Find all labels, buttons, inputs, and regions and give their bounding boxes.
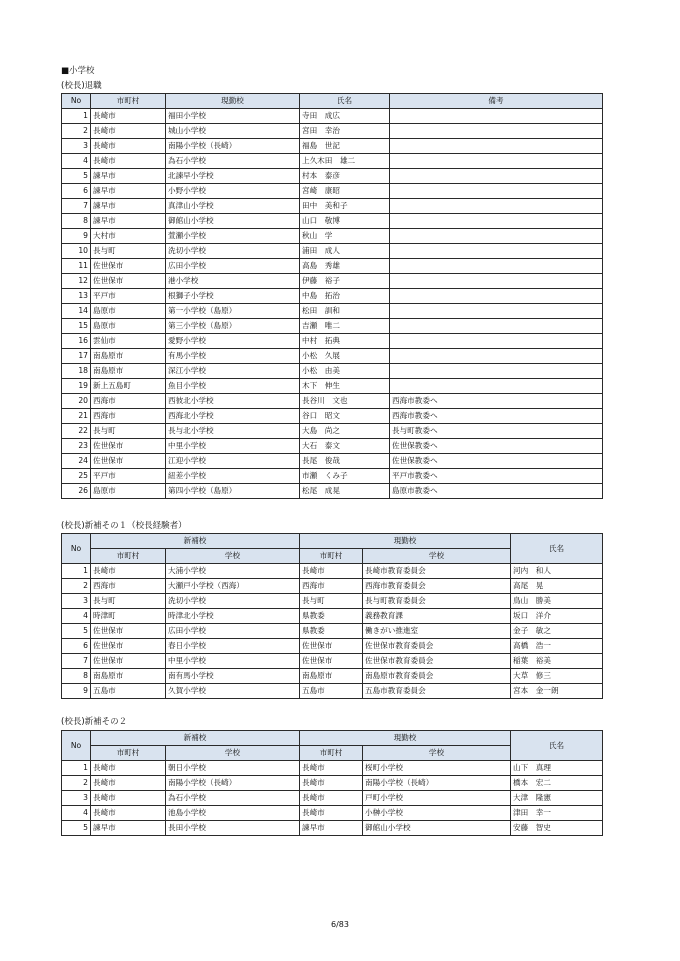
table-row — [62, 334, 603, 349]
cell-no: 22 — [62, 424, 91, 439]
table-row — [62, 124, 603, 139]
cell-current-city: 佐世保市 — [300, 639, 363, 654]
cell-city: 長崎市 — [91, 139, 166, 154]
cell-city: 長与町 — [91, 424, 166, 439]
cell-current-school: 城山小学校 — [166, 124, 300, 139]
cell-name: 鳥山 勝美 — [511, 594, 603, 609]
table-row — [62, 214, 603, 229]
table-row — [62, 684, 603, 699]
header-new-school: 新補校 — [91, 534, 300, 549]
cell-name: 金子 敏之 — [511, 624, 603, 639]
table-row — [62, 579, 603, 594]
cell-name: 坂口 洋介 — [511, 609, 603, 624]
cell-name: 木下 伸生 — [300, 379, 390, 394]
cell-current-school: 西海北小学校 — [166, 409, 300, 424]
table-row — [62, 199, 603, 214]
cell-current-city: 佐世保市 — [300, 654, 363, 669]
cell-remarks — [390, 124, 603, 139]
cell-current-school: 南陽小学校（長崎） — [363, 776, 511, 791]
cell-new-school: 久賀小学校 — [166, 684, 300, 699]
header-current-school: 現勤校 — [300, 534, 511, 549]
cell-remarks — [390, 274, 603, 289]
cell-remarks: 島原市教委へ — [390, 484, 603, 499]
cell-city: 平戸市 — [91, 469, 166, 484]
new2-header-row-1 — [62, 731, 603, 746]
cell-no: 16 — [62, 334, 91, 349]
header-current-city: 市町村 — [300, 549, 363, 564]
cell-new-school: 大瀬戸小学校（西海） — [166, 579, 300, 594]
table-row — [62, 304, 603, 319]
cell-city: 長与町 — [91, 244, 166, 259]
cell-new-city: 諫早市 — [91, 821, 166, 836]
cell-name: 市瀬 くみ子 — [300, 469, 390, 484]
cell-name: 大石 泰文 — [300, 439, 390, 454]
table-row — [62, 776, 603, 791]
cell-remarks — [390, 349, 603, 364]
cell-city: 島原市 — [91, 304, 166, 319]
cell-name: 安藤 智史 — [511, 821, 603, 836]
cell-new-school: 広田小学校 — [166, 624, 300, 639]
cell-new-school: 朝日小学校 — [166, 761, 300, 776]
cell-current-city: 長崎市 — [300, 776, 363, 791]
cell-no: 3 — [62, 594, 91, 609]
cell-city: 諫早市 — [91, 169, 166, 184]
cell-remarks: 佐世保教委へ — [390, 439, 603, 454]
cell-no: 15 — [62, 319, 91, 334]
cell-current-school: 江迎小学校 — [166, 454, 300, 469]
cell-current-city: 県教委 — [300, 609, 363, 624]
cell-name: 上久木田 雄二 — [300, 154, 390, 169]
cell-no: 2 — [62, 124, 91, 139]
cell-name: 浦田 成人 — [300, 244, 390, 259]
cell-remarks: 西海市教委へ — [390, 409, 603, 424]
table-row — [62, 229, 603, 244]
cell-remarks — [390, 259, 603, 274]
header-name: 氏名 — [511, 731, 603, 761]
cell-no: 2 — [62, 776, 91, 791]
cell-remarks — [390, 334, 603, 349]
retire-table-title: (校長)退職 — [61, 81, 102, 91]
cell-no: 17 — [62, 349, 91, 364]
header-current-school: 現勤校 — [300, 731, 511, 746]
cell-name: 高尾 晃 — [511, 579, 603, 594]
cell-no: 1 — [62, 564, 91, 579]
table-row — [62, 169, 603, 184]
cell-remarks — [390, 109, 603, 124]
cell-no: 10 — [62, 244, 91, 259]
cell-current-school: 御館山小学校 — [363, 821, 511, 836]
cell-no: 8 — [62, 214, 91, 229]
cell-current-school: 第四小学校（島原） — [166, 484, 300, 499]
cell-current-school: 深江小学校 — [166, 364, 300, 379]
header-current-city: 市町村 — [300, 746, 363, 761]
cell-name: 橋本 宏二 — [511, 776, 603, 791]
page-number: 6/83 — [331, 920, 349, 929]
cell-name: 宮田 幸治 — [300, 124, 390, 139]
cell-city: 諫早市 — [91, 184, 166, 199]
cell-new-city: 南島原市 — [91, 669, 166, 684]
cell-current-school: 長崎市教育委員会 — [363, 564, 511, 579]
cell-current-city: 長崎市 — [300, 806, 363, 821]
cell-current-city: 県教委 — [300, 624, 363, 639]
cell-city: 西海市 — [91, 409, 166, 424]
cell-current-city: 諫早市 — [300, 821, 363, 836]
cell-current-city: 長与町 — [300, 594, 363, 609]
cell-remarks — [390, 184, 603, 199]
cell-current-school: 小野小学校 — [166, 184, 300, 199]
cell-remarks — [390, 244, 603, 259]
cell-current-school: 愛野小学校 — [166, 334, 300, 349]
cell-no: 24 — [62, 454, 91, 469]
cell-current-school: 第一小学校（島原） — [166, 304, 300, 319]
cell-name: 村本 泰彦 — [300, 169, 390, 184]
header-no: No — [62, 731, 91, 761]
new1-table-title: (校長)新補その１（校長経験者） — [61, 521, 187, 531]
cell-name: 長尾 俊哉 — [300, 454, 390, 469]
table-row — [62, 609, 603, 624]
cell-city: 南島原市 — [91, 349, 166, 364]
table-row — [62, 244, 603, 259]
cell-remarks — [390, 154, 603, 169]
header-new-school-name: 学校 — [166, 549, 300, 564]
header-new-city: 市町村 — [91, 549, 166, 564]
cell-current-school: 桜町小学校 — [363, 761, 511, 776]
cell-current-school: 佐世保市教育委員会 — [363, 639, 511, 654]
cell-city: 諫早市 — [91, 214, 166, 229]
cell-no: 26 — [62, 484, 91, 499]
cell-current-school: 魚目小学校 — [166, 379, 300, 394]
cell-city: 佐世保市 — [91, 259, 166, 274]
table-row — [62, 379, 603, 394]
cell-name: 高島 秀雄 — [300, 259, 390, 274]
cell-city: 佐世保市 — [91, 274, 166, 289]
cell-name: 松田 訓和 — [300, 304, 390, 319]
cell-new-school: 南有馬小学校 — [166, 669, 300, 684]
header-city: 市町村 — [91, 94, 166, 109]
header-no: No — [62, 534, 91, 564]
cell-current-school: 南島原市教育委員会 — [363, 669, 511, 684]
table-row — [62, 791, 603, 806]
cell-new-city: 長崎市 — [91, 564, 166, 579]
cell-no: 7 — [62, 199, 91, 214]
cell-new-city: 長崎市 — [91, 761, 166, 776]
cell-name: 大島 尚之 — [300, 424, 390, 439]
header-new-city: 市町村 — [91, 746, 166, 761]
cell-current-school: 長与北小学校 — [166, 424, 300, 439]
cell-city: 大村市 — [91, 229, 166, 244]
cell-current-school: 小榊小学校 — [363, 806, 511, 821]
cell-remarks — [390, 229, 603, 244]
new2-table — [61, 730, 603, 836]
cell-current-city: 五島市 — [300, 684, 363, 699]
cell-current-school: 福田小学校 — [166, 109, 300, 124]
cell-new-school: 時津北小学校 — [166, 609, 300, 624]
table-row — [62, 394, 603, 409]
cell-remarks — [390, 214, 603, 229]
cell-no: 21 — [62, 409, 91, 424]
cell-new-city: 五島市 — [91, 684, 166, 699]
cell-no: 19 — [62, 379, 91, 394]
cell-name: 福島 世記 — [300, 139, 390, 154]
new1-header-row-1 — [62, 534, 603, 549]
cell-city: 長崎市 — [91, 124, 166, 139]
cell-current-school: 西海市教育委員会 — [363, 579, 511, 594]
cell-no: 13 — [62, 289, 91, 304]
cell-current-school: 南陽小学校（長崎） — [166, 139, 300, 154]
cell-remarks — [390, 289, 603, 304]
table-row — [62, 289, 603, 304]
header-current-school-name: 学校 — [363, 746, 511, 761]
cell-current-school: 港小学校 — [166, 274, 300, 289]
table-row — [62, 484, 603, 499]
table-row — [62, 109, 603, 124]
table-row — [62, 821, 603, 836]
header-name: 氏名 — [300, 94, 390, 109]
cell-no: 12 — [62, 274, 91, 289]
cell-remarks: 佐世保教委へ — [390, 454, 603, 469]
cell-name: 秋山 学 — [300, 229, 390, 244]
cell-name: 寺田 成広 — [300, 109, 390, 124]
header-new-school-name: 学校 — [166, 746, 300, 761]
cell-new-school: 洗切小学校 — [166, 594, 300, 609]
cell-current-school: 根獅子小学校 — [166, 289, 300, 304]
table-row — [62, 409, 603, 424]
table-row — [62, 806, 603, 821]
cell-current-school: 広田小学校 — [166, 259, 300, 274]
cell-name: 宮本 金一朗 — [511, 684, 603, 699]
cell-current-city: 長崎市 — [300, 791, 363, 806]
cell-remarks — [390, 169, 603, 184]
cell-city: 佐世保市 — [91, 454, 166, 469]
cell-remarks: 長与町教委へ — [390, 424, 603, 439]
new2-table-title: (校長)新補その２ — [61, 717, 128, 727]
cell-remarks — [390, 319, 603, 334]
header-no: No — [62, 94, 91, 109]
cell-name: 中村 拓典 — [300, 334, 390, 349]
new1-table — [61, 533, 603, 699]
cell-name: 山口 敬博 — [300, 214, 390, 229]
cell-new-city: 長崎市 — [91, 791, 166, 806]
table-row — [62, 184, 603, 199]
cell-no: 14 — [62, 304, 91, 319]
cell-city: 長崎市 — [91, 154, 166, 169]
cell-name: 高橋 浩一 — [511, 639, 603, 654]
cell-name: 河内 和人 — [511, 564, 603, 579]
table-row — [62, 364, 603, 379]
section-title: ■小学校 — [61, 66, 95, 76]
cell-new-school: 大浦小学校 — [166, 564, 300, 579]
cell-new-city: 西海市 — [91, 579, 166, 594]
cell-remarks — [390, 139, 603, 154]
cell-name: 津田 幸一 — [511, 806, 603, 821]
cell-current-school: 洗切小学校 — [166, 244, 300, 259]
cell-current-school: 五島市教育委員会 — [363, 684, 511, 699]
cell-no: 11 — [62, 259, 91, 274]
cell-name: 伊藤 裕子 — [300, 274, 390, 289]
cell-city: 新上五島町 — [91, 379, 166, 394]
cell-remarks — [390, 379, 603, 394]
header-new-school: 新補校 — [91, 731, 300, 746]
cell-current-school: 有馬小学校 — [166, 349, 300, 364]
table-row — [62, 654, 603, 669]
cell-name: 谷口 昭文 — [300, 409, 390, 424]
cell-city: 島原市 — [91, 484, 166, 499]
cell-city: 雲仙市 — [91, 334, 166, 349]
cell-no: 4 — [62, 806, 91, 821]
cell-current-school: 西彼北小学校 — [166, 394, 300, 409]
cell-new-school: 春日小学校 — [166, 639, 300, 654]
table-row — [62, 274, 603, 289]
table-row — [62, 469, 603, 484]
table-row — [62, 639, 603, 654]
cell-new-school: 池島小学校 — [166, 806, 300, 821]
cell-no: 5 — [62, 624, 91, 639]
cell-new-school: 為石小学校 — [166, 791, 300, 806]
cell-name: 宮崎 康昭 — [300, 184, 390, 199]
cell-name: 小松 由美 — [300, 364, 390, 379]
cell-current-school: 義務教育課 — [363, 609, 511, 624]
table-row — [62, 424, 603, 439]
cell-no: 18 — [62, 364, 91, 379]
table-row — [62, 669, 603, 684]
cell-current-city: 長崎市 — [300, 761, 363, 776]
cell-name: 大草 修三 — [511, 669, 603, 684]
cell-new-city: 長崎市 — [91, 806, 166, 821]
cell-current-city: 南島原市 — [300, 669, 363, 684]
cell-no: 4 — [62, 609, 91, 624]
cell-new-city: 長与町 — [91, 594, 166, 609]
cell-current-city: 西海市 — [300, 579, 363, 594]
cell-remarks: 平戸市教委へ — [390, 469, 603, 484]
cell-no: 9 — [62, 684, 91, 699]
cell-no: 5 — [62, 821, 91, 836]
cell-new-city: 佐世保市 — [91, 654, 166, 669]
retire-table — [61, 93, 603, 499]
cell-city: 平戸市 — [91, 289, 166, 304]
table-row — [62, 139, 603, 154]
table-row — [62, 349, 603, 364]
table-row — [62, 594, 603, 609]
cell-no: 3 — [62, 791, 91, 806]
cell-current-school: 真津山小学校 — [166, 199, 300, 214]
cell-current-school: 働きがい推進室 — [363, 624, 511, 639]
cell-current-school: 長与町教育委員会 — [363, 594, 511, 609]
cell-current-city: 長崎市 — [300, 564, 363, 579]
cell-no: 20 — [62, 394, 91, 409]
cell-current-school: 中里小学校 — [166, 439, 300, 454]
cell-name: 中島 拓治 — [300, 289, 390, 304]
cell-remarks: 西海市教委へ — [390, 394, 603, 409]
cell-current-school: 佐世保市教育委員会 — [363, 654, 511, 669]
cell-city: 諫早市 — [91, 199, 166, 214]
cell-new-city: 佐世保市 — [91, 639, 166, 654]
cell-no: 4 — [62, 154, 91, 169]
cell-current-school: 萱瀬小学校 — [166, 229, 300, 244]
cell-current-school: 第三小学校（島原） — [166, 319, 300, 334]
retire-header-row — [62, 94, 603, 109]
cell-no: 8 — [62, 669, 91, 684]
table-row — [62, 454, 603, 469]
cell-no: 25 — [62, 469, 91, 484]
cell-no: 1 — [62, 109, 91, 124]
cell-city: 南島原市 — [91, 364, 166, 379]
header-name: 氏名 — [511, 534, 603, 564]
cell-current-school: 為石小学校 — [166, 154, 300, 169]
cell-current-school: 北諫早小学校 — [166, 169, 300, 184]
cell-remarks — [390, 199, 603, 214]
cell-new-city: 時津町 — [91, 609, 166, 624]
cell-current-school: 御館山小学校 — [166, 214, 300, 229]
cell-no: 5 — [62, 169, 91, 184]
cell-city: 佐世保市 — [91, 439, 166, 454]
table-row — [62, 319, 603, 334]
header-current-school: 現勤校 — [166, 94, 300, 109]
table-row — [62, 624, 603, 639]
cell-remarks — [390, 304, 603, 319]
cell-city: 島原市 — [91, 319, 166, 334]
cell-new-school: 中里小学校 — [166, 654, 300, 669]
cell-name: 大津 隆憲 — [511, 791, 603, 806]
cell-no: 2 — [62, 579, 91, 594]
table-row — [62, 439, 603, 454]
table-row — [62, 154, 603, 169]
cell-no: 3 — [62, 139, 91, 154]
cell-name: 稲葉 裕美 — [511, 654, 603, 669]
table-row — [62, 564, 603, 579]
cell-name: 松尾 成晃 — [300, 484, 390, 499]
cell-new-school: 長田小学校 — [166, 821, 300, 836]
cell-current-school: 戸町小学校 — [363, 791, 511, 806]
table-row — [62, 259, 603, 274]
cell-no: 7 — [62, 654, 91, 669]
cell-no: 23 — [62, 439, 91, 454]
cell-no: 9 — [62, 229, 91, 244]
table-row — [62, 761, 603, 776]
cell-remarks — [390, 364, 603, 379]
cell-name: 吉瀬 唯二 — [300, 319, 390, 334]
cell-name: 長谷川 文也 — [300, 394, 390, 409]
cell-no: 6 — [62, 639, 91, 654]
cell-new-school: 南陽小学校（長崎） — [166, 776, 300, 791]
cell-new-city: 佐世保市 — [91, 624, 166, 639]
cell-name: 小松 久展 — [300, 349, 390, 364]
cell-name: 田中 美和子 — [300, 199, 390, 214]
cell-city: 長崎市 — [91, 109, 166, 124]
cell-current-school: 紐差小学校 — [166, 469, 300, 484]
cell-no: 6 — [62, 184, 91, 199]
cell-name: 山下 真理 — [511, 761, 603, 776]
header-remarks: 備考 — [390, 94, 603, 109]
cell-city: 西海市 — [91, 394, 166, 409]
header-current-school-name: 学校 — [363, 549, 511, 564]
cell-new-city: 長崎市 — [91, 776, 166, 791]
cell-no: 1 — [62, 761, 91, 776]
